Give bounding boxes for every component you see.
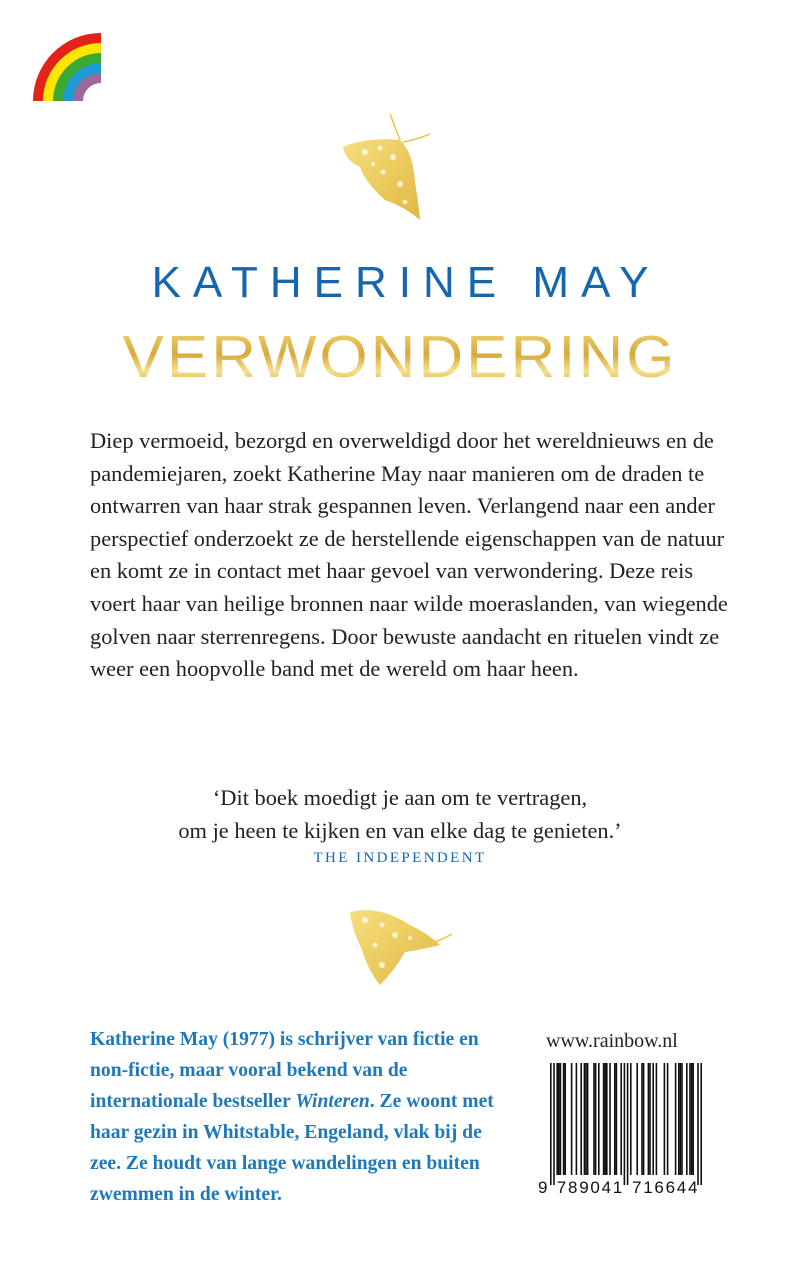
barcode-digit: 1 (612, 1178, 623, 1197)
bio-text: Katherine May (1977) is schrijver van fictie en non-fictie, maar vooral bekend van de internationale bestseller (90, 1029, 479, 1112)
barcode-bar (585, 1063, 587, 1175)
barcode-bar (643, 1063, 645, 1175)
barcode-bar (553, 1063, 555, 1185)
barcode-digit: 7 (556, 1178, 567, 1197)
publisher-url: www.rainbow.nl (546, 1030, 678, 1052)
barcode-bar (603, 1063, 605, 1175)
barcode-bar (641, 1063, 643, 1175)
barcode-bar (564, 1063, 566, 1175)
quote-line: om je heen te kijken en van elke dag te genieten.’ (178, 817, 622, 843)
rainbow-logo (33, 33, 101, 101)
barcode-digit: 9 (579, 1178, 589, 1197)
barcode-bar (624, 1063, 626, 1185)
barcode-digit: 6 (654, 1178, 664, 1197)
barcode-digit: 7 (632, 1178, 642, 1197)
barcode-bar (680, 1063, 682, 1175)
bio-book-title: Winteren (295, 1091, 370, 1112)
barcode-bar (593, 1063, 595, 1175)
barcode-bar (627, 1063, 629, 1185)
barcode-bar (558, 1063, 560, 1175)
barcode-bar (664, 1063, 666, 1175)
quote-source: THE INDEPENDENT (313, 850, 487, 866)
barcode-bar (630, 1063, 632, 1175)
barcode-bar (584, 1063, 586, 1175)
blurb (90, 425, 730, 686)
author-bio (90, 1024, 510, 1210)
quote-line: ‘Dit boek moedigt je aan om te vertragen, (212, 785, 588, 810)
book-title: VERWONDERING (0, 324, 800, 391)
barcode-bar (576, 1063, 578, 1175)
barcode-digit: 9 (538, 1178, 548, 1197)
barcode-digit: 4 (601, 1178, 612, 1197)
barcode-bar (560, 1063, 562, 1175)
barcode-bar (678, 1063, 680, 1175)
barcode-bar (580, 1063, 582, 1175)
barcode-bar (563, 1063, 565, 1175)
barcode-digit: 1 (643, 1178, 653, 1197)
barcode-bar (692, 1063, 694, 1175)
barcode-bar (609, 1063, 611, 1175)
barcode-bar (667, 1063, 669, 1175)
moth-illustration-bottom (340, 900, 455, 990)
barcode-bar (598, 1063, 600, 1175)
moth-illustration-top (335, 112, 465, 224)
barcode-digit: 8 (568, 1178, 578, 1197)
barcode-bar (636, 1063, 638, 1175)
barcode-bar (648, 1063, 650, 1175)
barcode-bar (595, 1063, 597, 1175)
barcode-bar (652, 1063, 654, 1175)
barcode-bar (656, 1063, 658, 1175)
barcode-bar (649, 1063, 651, 1175)
barcode-bar (620, 1063, 622, 1175)
barcode-bar (606, 1063, 608, 1175)
barcode-bar (681, 1063, 683, 1175)
isbn-barcode (538, 1063, 710, 1201)
barcode-bar (614, 1063, 616, 1175)
bio-text: . Ze woont met haar gezin in Whitstable, Engeland, vlak bij de zee. Ze houdt van lange wandelingen en buiten zwemmen in de winter. (90, 1091, 494, 1205)
blurb-text: Diep vermoeid, bezorgd en overweldigd door het wereldnieuws en de pandemiejaren, zoekt Katherine May naar manieren om de draden te ontwarren van haar strak gespannen leven. Verlangend naar een ander perspectief onderzoekt ze de herstellende eigenschappen van de natuur en komt ze in contact met haar gevoel van verwondering. Deze reis voert haar van heilige bronnen naar wilde moeraslanden, van wiegende golven naar sterrenregens. Door bewuste aandacht en rituelen vindt ze weer een hoopvolle band met de wereld om haar heen. (90, 428, 728, 682)
barcode-bar (556, 1063, 558, 1175)
barcode-bar (571, 1063, 573, 1175)
barcode-bar (604, 1063, 606, 1175)
barcode-bar (675, 1063, 677, 1175)
barcode-bar (700, 1063, 702, 1185)
barcode-bar (550, 1063, 552, 1185)
barcode-bar (686, 1063, 688, 1175)
barcode-bar (616, 1063, 618, 1175)
barcode-bar (691, 1063, 693, 1175)
barcode-bar (689, 1063, 691, 1175)
review-quote (0, 782, 800, 847)
barcode-digit: 6 (665, 1178, 676, 1197)
barcode-bar (697, 1063, 699, 1185)
barcode-bar (587, 1063, 589, 1175)
author-name: KATHERINE MAY (151, 258, 661, 307)
barcode-digit: 0 (590, 1178, 600, 1197)
barcode-digit: 4 (688, 1178, 698, 1197)
barcode-digit: 4 (676, 1178, 687, 1197)
